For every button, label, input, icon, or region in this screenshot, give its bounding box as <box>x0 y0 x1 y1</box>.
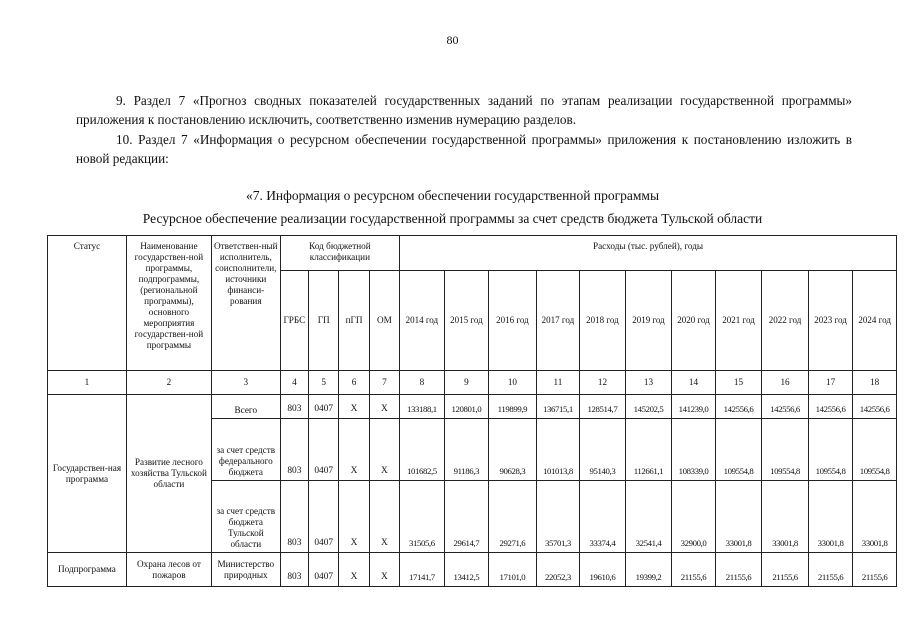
value-cell: 29271,6 <box>489 481 537 553</box>
resource-table <box>47 235 897 587</box>
value-cell: 141239,0 <box>672 395 716 419</box>
gp-cell: 0407 <box>309 553 339 587</box>
column-number: 10 <box>489 371 537 395</box>
value-cell: 142556,6 <box>808 395 853 419</box>
header-year: 2024 год <box>853 271 897 371</box>
paragraph-9: 9. Раздел 7 «Прогноз сводных показателей государственных заданий по этапам реализации государственной программы» приложения к постановлению исключить, соответственно изменив нумерацию разделов. <box>76 93 852 127</box>
value-cell: 112661,1 <box>625 419 672 481</box>
column-number: 17 <box>808 371 853 395</box>
column-number: 13 <box>625 371 672 395</box>
value-cell: 32541,4 <box>625 481 672 553</box>
header-year: 2023 год <box>808 271 853 371</box>
value-cell: 91186,3 <box>444 419 489 481</box>
value-cell: 33001,8 <box>808 481 853 553</box>
header-year: 2022 год <box>762 271 809 371</box>
header-year: 2017 год <box>536 271 580 371</box>
gp-cell: 0407 <box>309 481 339 553</box>
column-number: 3 <box>211 371 280 395</box>
column-number: 2 <box>126 371 211 395</box>
pgp-cell: X <box>339 419 369 481</box>
header-year: 2021 год <box>715 271 762 371</box>
value-cell: 109554,8 <box>762 419 809 481</box>
value-cell: 101682,5 <box>400 419 445 481</box>
header-status: Статус <box>48 236 127 371</box>
value-cell: 90628,3 <box>489 419 537 481</box>
grbs-cell: 803 <box>280 419 308 481</box>
pgp-cell: X <box>339 395 369 419</box>
funding-source: за счет средств бюджета Тульской области <box>211 481 280 553</box>
value-cell: 109554,8 <box>808 419 853 481</box>
column-number: 14 <box>672 371 716 395</box>
value-cell: 32900,0 <box>672 481 716 553</box>
program-name: Развитие лесного хозяйства Тульской области <box>126 395 211 553</box>
value-cell: 21155,6 <box>762 553 809 587</box>
value-cell: 109554,8 <box>715 419 762 481</box>
value-cell: 128514,7 <box>580 395 626 419</box>
value-cell: 136715,1 <box>536 395 580 419</box>
header-year: 2014 год <box>400 271 445 371</box>
header-grbs: ГРБС <box>280 271 308 371</box>
column-number: 5 <box>309 371 339 395</box>
column-number: 4 <box>280 371 308 395</box>
gp-cell: 0407 <box>309 419 339 481</box>
grbs-cell: 803 <box>280 481 308 553</box>
value-cell: 109554,8 <box>853 419 897 481</box>
header-budget-code: Код бюджетной классификации <box>280 236 399 271</box>
value-cell: 21155,6 <box>672 553 716 587</box>
header-year: 2016 год <box>489 271 537 371</box>
funding-source: Министерство природных <box>211 553 280 587</box>
column-number: 12 <box>580 371 626 395</box>
gp-cell: 0407 <box>309 395 339 419</box>
value-cell: 33001,8 <box>715 481 762 553</box>
subprogram-status: Подпрограмма <box>48 553 127 587</box>
value-cell: 21155,6 <box>808 553 853 587</box>
header-expenses: Расходы (тыс. рублей), годы <box>400 236 897 271</box>
value-cell: 95140,3 <box>580 419 626 481</box>
value-cell: 21155,6 <box>853 553 897 587</box>
column-number: 8 <box>400 371 445 395</box>
header-year: 2020 год <box>672 271 716 371</box>
header-year: 2019 год <box>625 271 672 371</box>
value-cell: 33001,8 <box>762 481 809 553</box>
column-number: 16 <box>762 371 809 395</box>
column-number: 11 <box>536 371 580 395</box>
header-year: 2018 год <box>580 271 626 371</box>
column-number: 15 <box>715 371 762 395</box>
subprogram-name: Охрана лесов от пожаров <box>126 553 211 587</box>
value-cell: 17141,7 <box>400 553 445 587</box>
pgp-cell: X <box>339 481 369 553</box>
value-cell: 19399,2 <box>625 553 672 587</box>
om-cell: X <box>369 419 399 481</box>
value-cell: 142556,6 <box>715 395 762 419</box>
value-cell: 33001,8 <box>853 481 897 553</box>
funding-source: Всего <box>211 395 280 419</box>
value-cell: 21155,6 <box>715 553 762 587</box>
value-cell: 101013,8 <box>536 419 580 481</box>
header-name: Наименование государствен-ной программы, подпрограммы, (региональной программы), основного мероприятия государствен-ной программы <box>126 236 211 371</box>
section-title: «7. Информация о ресурсном обеспечении государственной программы <box>245 188 660 203</box>
value-cell: 133188,1 <box>400 395 445 419</box>
om-cell: X <box>369 553 399 587</box>
value-cell: 108339,0 <box>672 419 716 481</box>
value-cell: 120801,0 <box>444 395 489 419</box>
column-number: 9 <box>444 371 489 395</box>
header-executor: Ответствен-ный исполнитель, соисполнители, источники финанси-рования <box>211 236 280 371</box>
program-status: Государствен-ная программа <box>48 395 127 553</box>
header-om: ОМ <box>369 271 399 371</box>
column-number: 7 <box>369 371 399 395</box>
column-number: 6 <box>339 371 369 395</box>
column-number: 18 <box>853 371 897 395</box>
value-cell: 17101,0 <box>489 553 537 587</box>
value-cell: 31505,6 <box>400 481 445 553</box>
header-pgp: пГП <box>339 271 369 371</box>
header-year: 2015 год <box>444 271 489 371</box>
value-cell: 119899,9 <box>489 395 537 419</box>
page-number: 80 <box>446 33 459 47</box>
value-cell: 13412,5 <box>444 553 489 587</box>
value-cell: 33374,4 <box>580 481 626 553</box>
value-cell: 29614,7 <box>444 481 489 553</box>
grbs-cell: 803 <box>280 553 308 587</box>
grbs-cell: 803 <box>280 395 308 419</box>
value-cell: 19610,6 <box>580 553 626 587</box>
om-cell: X <box>369 481 399 553</box>
paragraph-10: 10. Раздел 7 «Информация о ресурсном обеспечении государственной программы» приложения к постановлению изложить в новой редакции: <box>76 132 852 166</box>
pgp-cell: X <box>339 553 369 587</box>
value-cell: 35701,3 <box>536 481 580 553</box>
value-cell: 22052,3 <box>536 553 580 587</box>
header-gp: ГП <box>309 271 339 371</box>
value-cell: 142556,6 <box>762 395 809 419</box>
table-title: Ресурсное обеспечение реализации государственной программы за счет средств бюджета Тульской области <box>142 211 763 226</box>
column-number: 1 <box>48 371 127 395</box>
value-cell: 145202,5 <box>625 395 672 419</box>
om-cell: X <box>369 395 399 419</box>
value-cell: 142556,6 <box>853 395 897 419</box>
funding-source: за счет средств федерального бюджета <box>211 419 280 481</box>
